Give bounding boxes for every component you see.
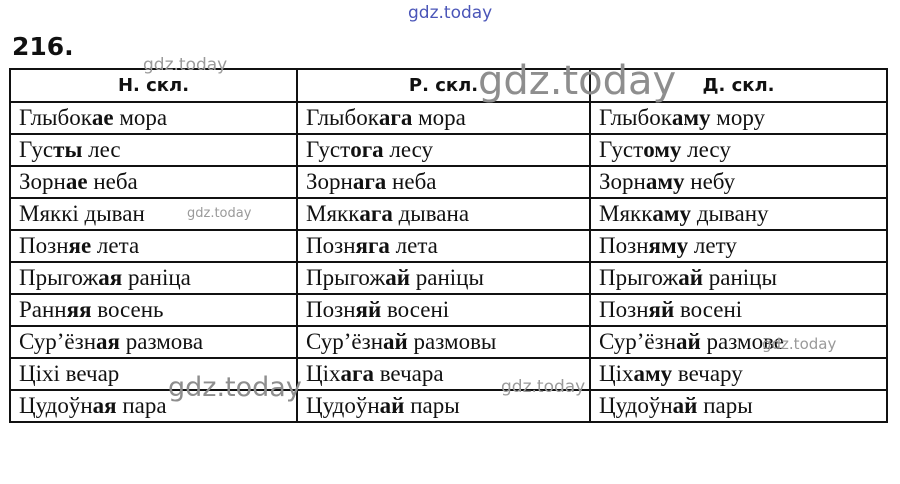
cell-dative [590, 294, 887, 326]
phrase-stem: Цудоўн [599, 393, 673, 418]
cell-genitive [297, 230, 590, 262]
phrase-noun: лесу [681, 137, 731, 162]
header-dative: Д. скл. [590, 69, 887, 102]
phrase-noun: размова [119, 329, 204, 354]
phrase-ending: яй [355, 297, 382, 322]
table-row [10, 294, 887, 326]
cell-genitive [297, 326, 590, 358]
cell-genitive [297, 262, 590, 294]
cell-nominative [10, 326, 297, 358]
phrase-noun: небу [684, 169, 736, 194]
phrase-stem: Прыгож [19, 265, 99, 290]
table-row [10, 198, 887, 230]
phrase-stem: Густ [306, 137, 351, 162]
phrase-noun: раніцы [703, 265, 777, 290]
phrase-ending: яя [66, 297, 92, 322]
phrase-ending: яе [68, 233, 92, 258]
phrase-noun: мора [113, 105, 168, 130]
phrase-noun: раніца [122, 265, 191, 290]
phrase-stem: Позн [19, 233, 69, 258]
phrase-stem: Сур’ёзн [19, 329, 97, 354]
watermark: gdz.today [478, 58, 677, 104]
phrase-noun: лесу [383, 137, 434, 162]
phrase-stem: Ціх [599, 361, 634, 386]
phrase-noun: пара [116, 393, 167, 418]
phrase-noun: лес [82, 137, 121, 162]
phrase-ending: ай [672, 393, 698, 418]
phrase-stem: Ранн [19, 297, 67, 322]
cell-dative [590, 358, 887, 390]
phrase-stem: Зорн [599, 169, 646, 194]
phrase-ending: ага [378, 105, 413, 130]
phrase-noun: мору [710, 105, 766, 130]
phrase-stem: Мякк [306, 201, 360, 226]
phrase-noun: неба [87, 169, 138, 194]
phrase-stem: Позн [306, 297, 356, 322]
cell-nominative [10, 102, 297, 134]
phrase-ending: аму [652, 201, 692, 226]
phrase-ending: ая [98, 265, 123, 290]
cell-genitive [297, 102, 590, 134]
phrase-stem: Глыбок [19, 105, 92, 130]
phrase-ending: яму [648, 233, 689, 258]
phrase-ending: ога [350, 137, 384, 162]
table-row [10, 326, 887, 358]
phrase-noun: дывану [691, 201, 769, 226]
cell-nominative [10, 230, 297, 262]
table-row [10, 102, 887, 134]
phrase-noun: вечара [373, 361, 444, 386]
phrase-stem: Цудоўн [306, 393, 380, 418]
phrase-ending: ому [643, 137, 682, 162]
phrase-ending: аму [671, 105, 711, 130]
table-row [10, 262, 887, 294]
phrase-noun: лета [91, 233, 140, 258]
watermark: gdz.today [187, 206, 252, 221]
watermark: gdz.today [168, 372, 302, 403]
table-row [10, 134, 887, 166]
phrase-stem: Цудоўн [19, 393, 93, 418]
phrase-ending: ага [352, 169, 387, 194]
watermark: gdz.today [143, 55, 228, 75]
cell-dative [590, 326, 887, 358]
phrase-stem: Мяккі дыван [19, 201, 145, 226]
table-body [10, 102, 887, 422]
phrase-noun: вечару [672, 361, 743, 386]
phrase-ending: ае [65, 169, 88, 194]
phrase-noun: восені [674, 297, 743, 322]
cell-nominative [10, 166, 297, 198]
phrase-ending: аму [633, 361, 673, 386]
phrase-ending: ае [91, 105, 114, 130]
cell-nominative [10, 262, 297, 294]
cell-dative [590, 262, 887, 294]
phrase-ending: яга [355, 233, 390, 258]
phrase-stem: Позн [599, 233, 649, 258]
phrase-stem: Позн [599, 297, 649, 322]
phrase-ending: ая [96, 329, 120, 354]
table-row [10, 390, 887, 422]
phrase-noun: пары [697, 393, 753, 418]
phrase-stem: Глыбок [599, 105, 672, 130]
phrase-noun: лету [688, 233, 737, 258]
phrase-stem: Позн [306, 233, 356, 258]
phrase-ending: ай [385, 265, 411, 290]
declension-table [9, 68, 888, 423]
phrase-ending: ай [676, 329, 701, 354]
phrase-stem: Сур’ёзн [306, 329, 384, 354]
cell-genitive [297, 294, 590, 326]
phrase-noun: размове [700, 329, 785, 354]
watermark: gdz.today [762, 335, 837, 353]
table-header-row [10, 69, 887, 102]
phrase-ending: ай [379, 393, 405, 418]
table-row [10, 230, 887, 262]
phrase-ending: ты [53, 137, 83, 162]
phrase-stem: Прыгож [599, 265, 679, 290]
header-nominative: Н. скл. [10, 69, 297, 102]
cell-dative [590, 166, 887, 198]
phrase-ending: ага [359, 201, 393, 226]
phrase-noun: раніцы [410, 265, 484, 290]
cell-genitive [297, 198, 590, 230]
phrase-stem: Зорн [306, 169, 353, 194]
cell-dative [590, 134, 887, 166]
phrase-ending: яй [648, 297, 675, 322]
table-row [10, 358, 887, 390]
phrase-ending: ая [92, 393, 117, 418]
cell-genitive [297, 166, 590, 198]
phrase-noun: восень [91, 297, 164, 322]
header-genitive: Р. скл. [297, 69, 590, 102]
cell-nominative [10, 134, 297, 166]
phrase-noun: пары [404, 393, 460, 418]
phrase-stem: Глыбок [306, 105, 379, 130]
cell-dative [590, 102, 887, 134]
phrase-stem: Густ [599, 137, 644, 162]
phrase-noun: дывана [392, 201, 470, 226]
watermark: gdz.today [501, 377, 586, 397]
cell-dative [590, 230, 887, 262]
phrase-ending: ай [678, 265, 704, 290]
phrase-noun: неба [386, 169, 437, 194]
phrase-stem: Цiх [306, 361, 341, 386]
phrase-ending: аму [645, 169, 685, 194]
phrase-stem: Сур’ёзн [599, 329, 677, 354]
phrase-noun: размовы [407, 329, 497, 354]
cell-dative [590, 198, 887, 230]
phrase-stem: Прыгож [306, 265, 386, 290]
watermark: gdz.today [408, 3, 493, 23]
cell-genitive [297, 134, 590, 166]
phrase-ending: ай [383, 329, 408, 354]
cell-dative [590, 390, 887, 422]
phrase-stem: Ціхі вечар [19, 361, 120, 386]
exercise-number: 216. [12, 32, 74, 61]
cell-nominative [10, 294, 297, 326]
phrase-noun: мора [412, 105, 466, 130]
phrase-ending: ага [340, 361, 374, 386]
phrase-stem: Мякк [599, 201, 653, 226]
table-row [10, 166, 887, 198]
cell-nominative [10, 198, 297, 230]
phrase-stem: Зорн [19, 169, 66, 194]
phrase-noun: лета [389, 233, 438, 258]
phrase-noun: восені [381, 297, 450, 322]
phrase-stem: Гус [19, 137, 54, 162]
